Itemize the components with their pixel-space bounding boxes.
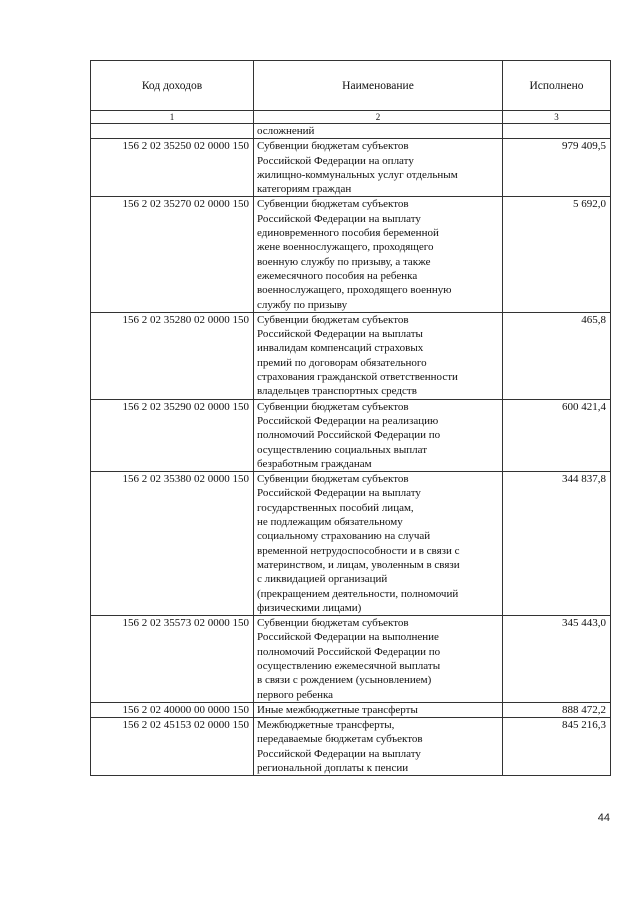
name-line: Субвенции бюджетам субъектов (257, 473, 409, 486)
name-line: ежемесячного пособия на ребенка (257, 269, 418, 282)
code-cell: 156 2 02 40000 00 0000 150 (91, 702, 254, 717)
column-number-row (91, 111, 611, 124)
table-row (91, 702, 611, 717)
name-line: Российской Федерации на выполнение (257, 631, 439, 644)
name-line: полномочий Российской Федерации по (257, 645, 441, 658)
name-line: физическими лицами) (257, 601, 362, 614)
name-line: Субвенции бюджетам субъектов (257, 617, 409, 630)
name-line: страхования гражданской ответственности (257, 371, 458, 384)
table-row (91, 197, 611, 312)
code-cell: 156 2 02 35270 02 0000 150 (91, 197, 254, 312)
continuation-row (91, 124, 611, 139)
name-line: государственных пособий лицам, (257, 501, 414, 514)
code-cell: 156 2 02 45153 02 0000 150 (91, 718, 254, 776)
header-name: Наименование (254, 61, 503, 111)
name-line: (прекращением деятельности, полномочий (257, 587, 459, 600)
header-executed: Исполнено (503, 61, 611, 111)
name-line: с ликвидацией организаций (257, 573, 388, 586)
name-line: осуществлению ежемесячной выплаты (257, 659, 441, 672)
name-line: Российской Федерации на выплату (257, 487, 421, 500)
name-line: Субвенции бюджетам субъектов (257, 313, 409, 326)
name-line: премий по договорам обязательного (257, 356, 427, 369)
name-line: жене военнослужащего, проходящего (257, 241, 434, 254)
name-line: инвалидам компенсаций страховых (257, 342, 424, 355)
amount-cell: 345 443,0 (503, 616, 611, 703)
table-row (91, 399, 611, 471)
name-line: Межбюджетные трансферты, (257, 719, 395, 732)
table-row (91, 139, 611, 197)
name-line: безработным гражданам (257, 457, 372, 470)
code-cell: 156 2 02 35380 02 0000 150 (91, 472, 254, 616)
code-cell: 156 2 02 35290 02 0000 150 (91, 399, 254, 471)
name-line: осуществлению социальных выплат (257, 443, 428, 456)
amount-cell: 979 409,5 (503, 139, 611, 197)
name-cell (254, 472, 503, 616)
name-cell (254, 312, 503, 399)
column-number: 2 (254, 111, 503, 124)
name-line: передаваемые бюджетам субъектов (257, 733, 423, 746)
code-cell: 156 2 02 35573 02 0000 150 (91, 616, 254, 703)
name-line: осложнений (257, 125, 315, 137)
code-cell: 156 2 02 35280 02 0000 150 (91, 312, 254, 399)
name-line: Российской Федерации на реализацию (257, 414, 439, 427)
name-line: в связи с рождением (усыновлением) (257, 674, 432, 687)
name-line: владельцев транспортных средств (257, 385, 417, 398)
table-row (91, 472, 611, 616)
name-line: военнослужащего, проходящего военную (257, 284, 452, 297)
name-line: социальному страхованию на случай (257, 530, 431, 543)
name-line: Иные межбюджетные трансферты (257, 703, 418, 716)
page-number: 44 (597, 812, 610, 824)
name-line: Субвенции бюджетам субъектов (257, 198, 409, 211)
name-line: Российской Федерации на выплату (257, 212, 421, 225)
amount-cell: 888 472,2 (503, 702, 611, 717)
name-cell (254, 616, 503, 703)
name-cell (254, 718, 503, 776)
table-row (91, 718, 611, 776)
table-row (91, 616, 611, 703)
column-number: 3 (503, 111, 611, 124)
table-row (91, 312, 611, 399)
name-line: единовременного пособия беременной (257, 227, 439, 240)
name-line: полномочий Российской Федерации по (257, 429, 441, 442)
name-line: первого ребенка (257, 688, 334, 701)
column-number: 1 (91, 111, 254, 124)
amount-cell: 5 692,0 (503, 197, 611, 312)
amount-cell: 344 837,8 (503, 472, 611, 616)
amount-cell: 845 216,3 (503, 718, 611, 776)
name-line: военную службу по призыву, а также (257, 255, 431, 268)
amount-cell: 465,8 (503, 312, 611, 399)
name-line: Российской Федерации на выплаты (257, 328, 423, 341)
name-line: не подлежащим обязательному (257, 516, 403, 529)
header-code: Код доходов (91, 61, 254, 111)
code-cell (91, 124, 254, 139)
name-line: Российской Федерации на выплату (257, 747, 421, 760)
name-line: Субвенции бюджетам субъектов (257, 400, 409, 413)
name-line: службу по призыву (257, 298, 348, 311)
name-cell (254, 197, 503, 312)
name-line: категориям граждан (257, 183, 352, 196)
code-cell: 156 2 02 35250 02 0000 150 (91, 139, 254, 197)
amount-cell (503, 124, 611, 139)
name-cell (254, 124, 503, 139)
name-cell (254, 139, 503, 197)
name-line: Российской Федерации на оплату (257, 154, 414, 167)
name-line: временной нетрудоспособности и в связи с (257, 544, 460, 557)
name-cell (254, 399, 503, 471)
name-line: Субвенции бюджетам субъектов (257, 140, 409, 153)
amount-cell: 600 421,4 (503, 399, 611, 471)
name-line: региональной доплаты к пенсии (257, 762, 409, 775)
name-cell (254, 702, 503, 717)
name-line: жилищно-коммунальных услуг отдельным (257, 168, 458, 181)
revenue-table (90, 60, 611, 776)
header-row (91, 61, 611, 111)
name-line: материнством, и лицам, уволенным в связи (257, 558, 460, 571)
